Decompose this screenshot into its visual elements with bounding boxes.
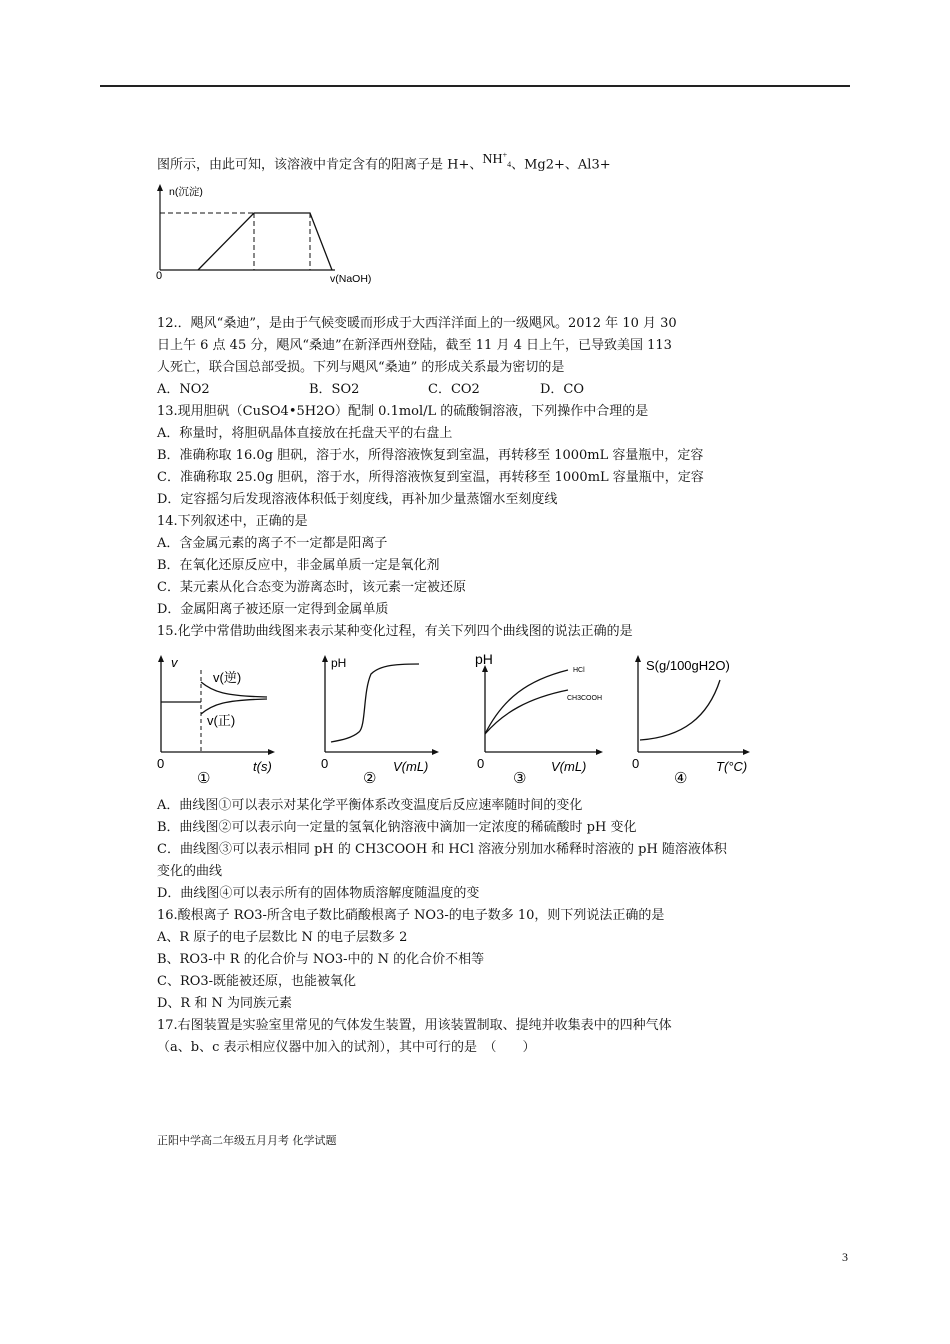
q13-option-a: A．称量时，将胆矾晶体直接放在托盘天平的右盘上 — [157, 426, 453, 441]
graph-1-reverse-label: v(逆) — [213, 670, 242, 685]
q13-stem: 13.现用胆矾（CuSO4•5H2O）配制 0.1mol/L 的硫酸铜溶液，下列操作中合理的是 — [157, 404, 649, 419]
graph-2-y-label: pH — [331, 656, 347, 670]
q14-option-d: D．金属阳离子被还原一定得到金属单质 — [157, 602, 389, 617]
graph-3-x-label: V(mL) — [551, 759, 587, 774]
q12-option-a: A．NO2 — [157, 382, 210, 397]
graph-4-number: ④ — [674, 770, 688, 787]
q16-option-c: C、RO3-既能被还原，也能被氧化 — [157, 974, 357, 989]
ammonium-formula: $NH^+_4$ — [482, 150, 512, 169]
q14-stem: 14.下列叙述中，正确的是 — [157, 514, 308, 529]
y-axis-label: n(沉淀) — [169, 186, 203, 198]
q17-line1: 17.右图装置是实验室里常见的气体发生装置，用该装置制取、提纯并收集表中的四种气体 — [157, 1018, 672, 1033]
graph-4-x-label: T(°C) — [716, 759, 748, 774]
graph-3-dilution — [473, 648, 613, 796]
q14-option-c: C．某元素从化合态变为游离态时，该元素一定被还原 — [157, 580, 466, 595]
q16-option-d: D、R 和 N 为同族元素 — [157, 996, 292, 1011]
graph-1-origin: 0 — [157, 756, 165, 771]
q15-option-d: D．曲线图④可以表示所有的固体物质溶解度随温度的变 — [157, 886, 480, 901]
q16-option-b: B、RO3-中 R 的化合价与 NO3-中的 N 的化合价不相等 — [157, 952, 485, 967]
q14-option-a: A．含金属元素的离子不一定都是阳离子 — [157, 536, 388, 551]
q15-option-a: A．曲线图①可以表示对某化学平衡体系改变温度后反应速率随时间的变化 — [157, 798, 583, 813]
graph-4-solubility — [628, 652, 768, 796]
q16-option-a: A、R 原子的电子层数比 N 的电子层数多 2 — [157, 930, 408, 945]
q12-option-c: C．CO2 — [428, 382, 480, 397]
q12-option-d: D．CO — [540, 382, 585, 397]
q15-stem: 15.化学中常借助曲线图来表示某种变化过程，有关下列四个曲线图的说法正确的是 — [157, 624, 633, 639]
origin-label: 0 — [156, 270, 163, 282]
footer-text: 正阳中学高二年级五月月考 化学试题 — [157, 1134, 337, 1147]
graph-1-number: ① — [197, 770, 211, 787]
page-number: 3 — [842, 1250, 848, 1264]
graph-4-y-label: S(g/100gH2O) — [646, 658, 730, 673]
graph-1-y-label: v — [171, 655, 178, 670]
graph-2-ph-titration — [317, 652, 447, 796]
q15-option-b: B．曲线图②可以表示向一定量的氢氧化钠溶液中滴加一定浓度的稀硫酸时 pH 变化 — [157, 820, 637, 835]
graph-2-x-label: V(mL) — [393, 759, 429, 774]
graph-3-origin: 0 — [477, 756, 485, 771]
q15-option-c-line2: 变化的曲线 — [157, 864, 223, 879]
q12-line3: 人死亡，联合国总部受损。下列与飓风“桑迪” 的形成关系最为密切的是 — [157, 360, 565, 375]
header-rule — [100, 85, 850, 87]
intro-line — [157, 150, 611, 178]
q12-line2: 日上午 6 点 45 分，飓风“桑迪”在新泽西州登陆，截至 11 月 4 日上午，已导致美国 113 — [157, 338, 672, 353]
intro-text-end: 、Mg2+、Al3+ — [511, 157, 611, 173]
q16-stem: 16.酸根离子 RO3-所含电子数比硝酸根离子 NO3-的电子数多 10，则下列说法正确的是 — [157, 908, 665, 923]
graph-1-x-label: t(s) — [253, 759, 272, 774]
graph-3-y-label: pH — [475, 651, 493, 667]
graph-3-hcl-label: HCl — [573, 667, 585, 674]
q12-option-b: B．SO2 — [309, 382, 360, 397]
graph-3-number: ③ — [513, 770, 527, 787]
q17-line2: （a、b、c 表示相应仪器中加入的试剂），其中可行的是 （ ） — [157, 1040, 536, 1055]
graph-2-number: ② — [363, 770, 377, 787]
x-axis-label: v(NaOH) — [330, 273, 372, 285]
graph-1-rate-time — [155, 652, 285, 796]
graph-1-forward-label: v(正) — [207, 713, 236, 728]
q15-option-c-line1: C．曲线图③可以表示相同 pH 的 CH3COOH 和 HCl 溶液分别加水稀释时溶液的 pH 随溶液体积 — [157, 842, 727, 857]
q12-line1: 12.．飓风“桑迪”，是由于气候变暖而形成于大西洋洋面上的一级飓风。2012 年 10 月 30 — [157, 316, 677, 331]
graph-4-origin: 0 — [632, 756, 640, 771]
intro-text: 图所示，由此可知，该溶液中肯定含有的阳离子是 H+、 — [157, 157, 483, 173]
graph-2-origin: 0 — [321, 756, 329, 771]
q13-option-d: D．定容摇匀后发现溶液体积低于刻度线，再补加少量蒸馏水至刻度线 — [157, 492, 558, 507]
graph-3-ch3cooh-label: CH3COOH — [567, 695, 603, 702]
q13-option-c: C．准确称取 25.0g 胆矾，溶于水，所得溶液恢复到室温，再转移至 1000mL 容量瓶中，定容 — [157, 470, 704, 485]
q14-option-b: B．在氧化还原反应中，非金属单质一定是氧化剂 — [157, 558, 440, 573]
q13-option-b: B．准确称取 16.0g 胆矾，溶于水，所得溶液恢复到室温，再转移至 1000mL 容量瓶中，定容 — [157, 448, 704, 463]
precipitate-graph — [150, 182, 390, 296]
